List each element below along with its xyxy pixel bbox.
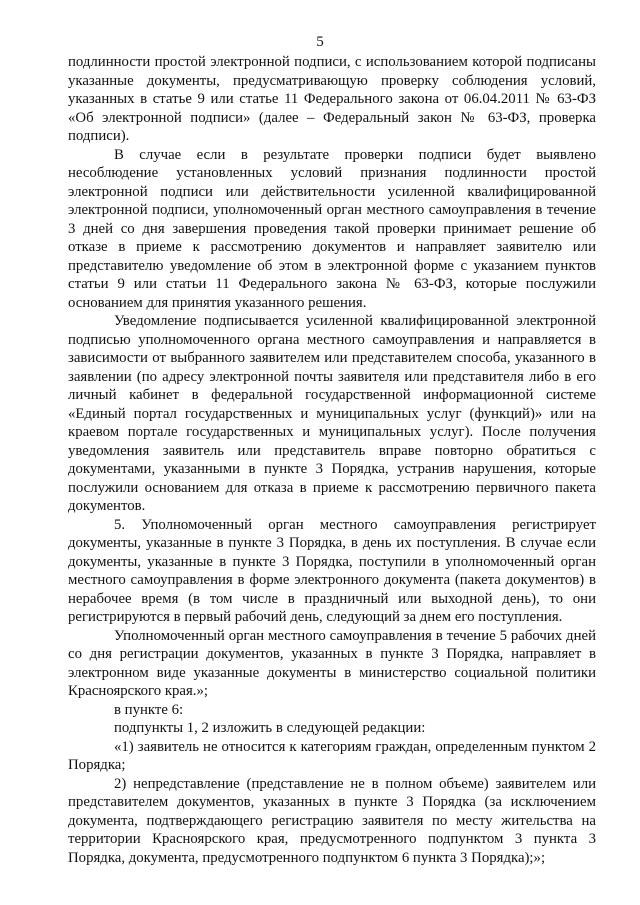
paragraph: Уполномоченный орган местного самоуправления в течение 5 рабочих дней со дня регистрации документов, указанных в пункте 3 Порядка, направляет в электронном виде указанные документы в министерство социальной политики Красноярского края.»;	[68, 627, 596, 699]
document-body	[68, 53, 596, 867]
paragraph: в пункте 6:	[114, 701, 184, 718]
paragraph: «1) заявитель не относится к категориям граждан, определенным пунктом 2 Порядка;	[68, 738, 596, 773]
paragraph: В случае если в результате проверки подписи будет выявлено несоблюдение установленных условий признания подлинности простой электронной подписи или действительности усиленной квалифицированной электронной подписи, уполномоченный орган местного самоуправления в течение 3 дней со дня завершения проведения такой проверки принимает решение об отказе в приеме к рассмотрению документов и направляет заявителю или представителю уведомление об этом в электронной форме с указанием пунктов статьи 9 или статьи 11 Федерального закона № 63-ФЗ, которые послужили основанием для принятия указанного решения.	[68, 146, 596, 311]
paragraph: Уведомление подписывается усиленной квалифицированной электронной подписью уполномоченного органа местного самоуправления и направляется в зависимости от выбранного заявителем или представителем способа, указанного в заявлении (по адресу электронной почты заявителя или представителя либо в его личный кабинет в федеральной государственной информационной системе «Единый портал государственных и муниципальных услуг (функций)» или на краевом портале государственных и муниципальных услуг). После получения уведомления заявитель или представитель вправе повторно обратиться с документами, указанными в пункте 3 Порядка, устранив нарушения, которые послужили основанием для отказа в приеме к рассмотрению первичного пакета документов.	[68, 313, 596, 514]
paragraph: подпункты 1, 2 изложить в следующей редакции:	[114, 720, 426, 736]
page-number: 5	[316, 34, 324, 50]
paragraph: 5. Уполномоченный орган местного самоуправления регистрирует документы, указанные в пункте 3 Порядка, в день их поступления. В случае если документы, указанные в пункте 3 Порядка, поступили в уполномоченный орган местного самоуправления в форме электронного документа (пакета документов) в нерабочее время (в том числе в праздничный или выходной день), то они регистрируются в первый рабочий день, следующий за днем его поступления.	[68, 516, 596, 625]
paragraph: 2) непредставление (представление не в полном объеме) заявителем или представителем документов, указанных в пункте 3 Порядка (за исключением документа, подтверждающего регистрацию заявителя по месту жительства на территории Красноярского края, предусмотренного подпунктом 3 пункта 3 Порядка, документа, предусмотренного подпунктом 6 пункта 3 Порядка);»;	[68, 775, 596, 866]
paragraph: подлинности простой электронной подписи, с использованием которой подписаны указанные документы, предусматривающую проверку соблюдения условий, указанных в статье 9 или статье 11 Федерального закона от 06.04.2011 № 63-ФЗ «Об электронной подписи» (далее – Федеральный закон № 63-ФЗ, проверка подписи).	[68, 54, 596, 144]
